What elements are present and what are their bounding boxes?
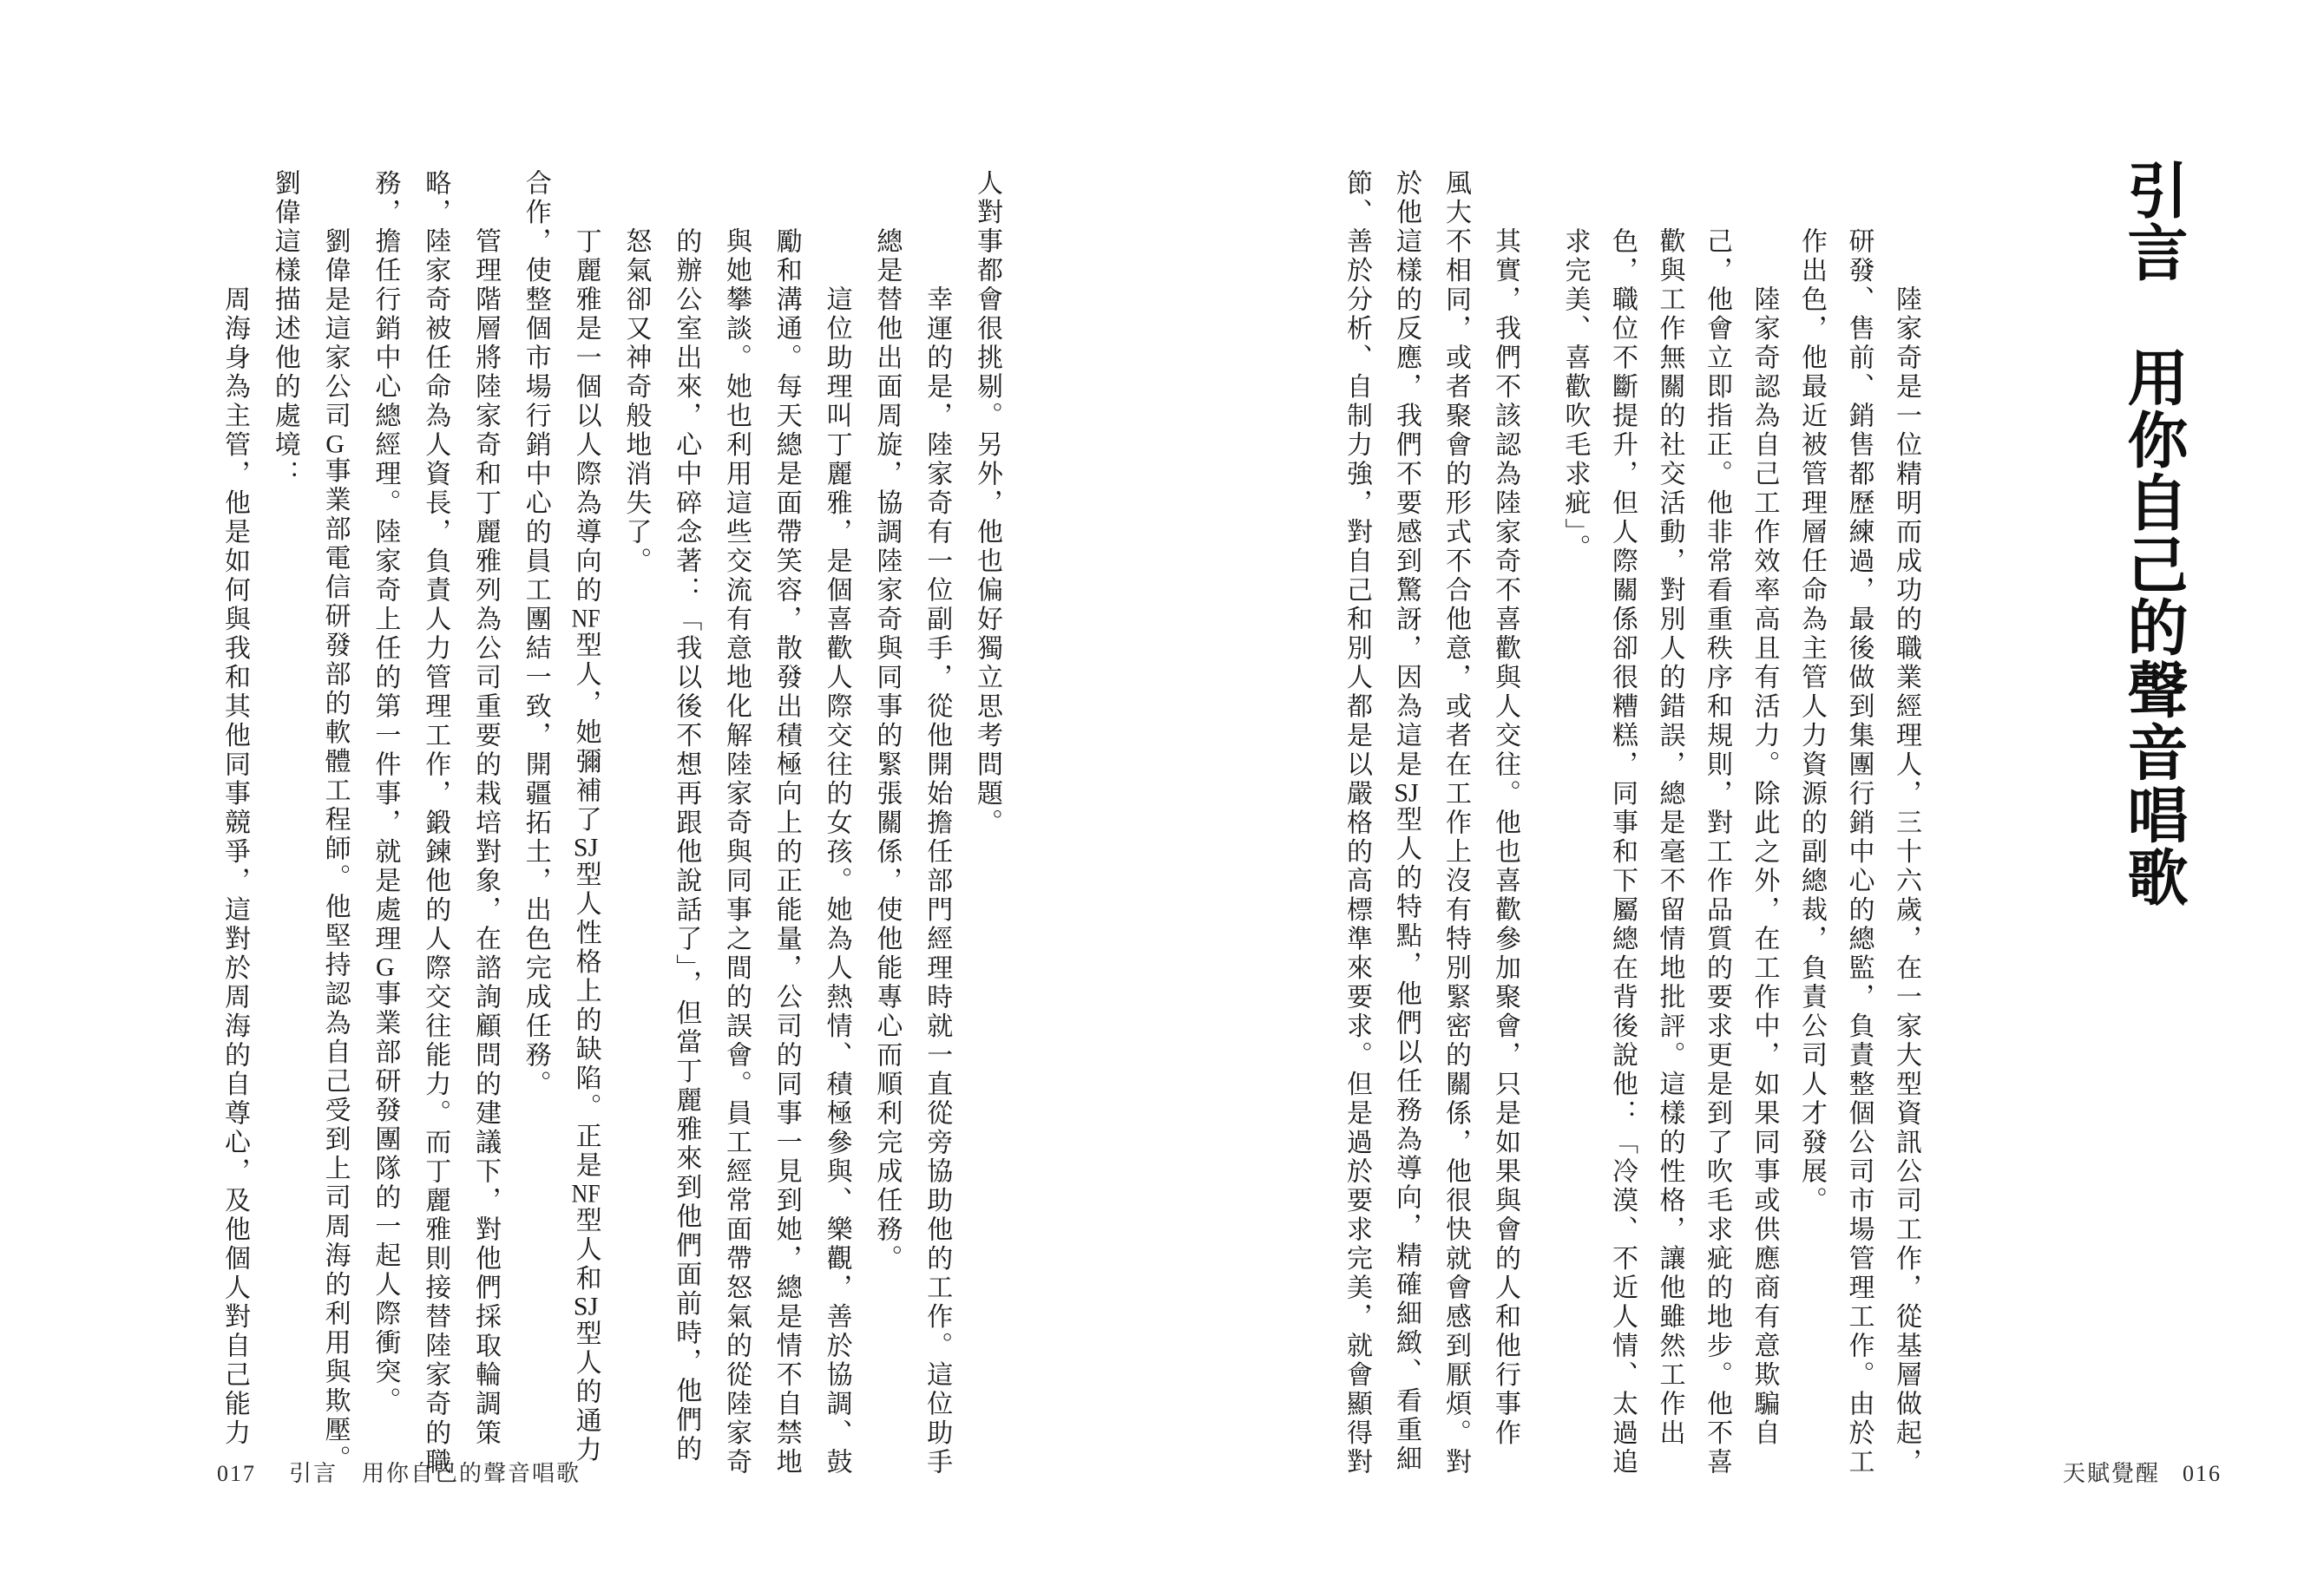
- text-column: 勵和溝通。每天總是面帶笑容，散發出積極向上的正能量，公司的同事一見到她，總是情不自禁地: [771, 227, 801, 1477]
- latin-run: NF: [571, 1180, 601, 1207]
- footer-section-label: 引言: [289, 1461, 338, 1486]
- text-column: 色，職位不斷提升，但人際關係卻很糟糕，同事和下屬總在背後說他：「冷漠、不近人情、太過追: [1608, 227, 1637, 1477]
- text-column: 陸家奇認為自己工作效率高且有活力。除此之外，在工作中，如果同事或供應商有意欺騙自: [1750, 285, 1779, 1448]
- footer-left: [217, 1456, 581, 1488]
- text-column: 其實，我們不該認為陸家奇不喜歡與人交往。他也喜歡參加聚會，只是如果與會的人和他行事作: [1491, 227, 1520, 1448]
- text-column: 務，擔任行銷中心總經理。陸家奇上任的第一件事，就是處理G事業部研發團隊的一起人際衝突。: [371, 169, 400, 1416]
- latin-run: SJ: [1394, 779, 1419, 806]
- text-column: 己，他會立即指正。他非常看重秩序和規則，對工作品質的要求更是到了吹毛求疵的地步。他不喜: [1703, 227, 1731, 1477]
- text-column: 歡與工作無關的社交活動，對別人的錯誤，總是毫不留情地批評。這樣的性格，讓他雖然工作出: [1655, 227, 1684, 1448]
- text-column: 怒氣卻又神奇般地消失了。: [621, 227, 651, 576]
- text-column: 幸運的是，陸家奇有一位副手，從他開始擔任部門經理時就一直從旁協助他的工作。這位助手: [922, 285, 952, 1477]
- page-number-left: 017: [217, 1461, 256, 1486]
- text-column: 研發、售前、銷售都歷練過，最後做到集團行銷中心的總監，負責整個公司市場管理工作。由於工: [1844, 227, 1874, 1477]
- text-column: 周海身為主管，他是如何與我和其他同事競爭，這對於周海的自尊心，及他個人對自己能力: [220, 285, 249, 1448]
- text-column: 劉偉是這家公司G事業部電信研發部的軟體工程師。他堅持認為自己受到上司周海的利用與欺壓。: [320, 227, 350, 1474]
- footer-right: [2063, 1456, 2222, 1488]
- text-column: 人對事都會很挑剔。另外，他也偏好獨立思考問題。: [973, 169, 1001, 838]
- text-column: 於他這樣的反應，我們不要感到驚訝，因為這是SJ型人的特點，他們以任務為導向，精確細緻、看重細: [1392, 169, 1421, 1474]
- latin-run: SJ: [573, 1294, 599, 1320]
- text-column: 求完美、喜歡吹毛求疵」。: [1560, 227, 1590, 563]
- text-column: 這位助理叫丁麗雅，是個喜歡人際交往的女孩。她為人熱情、積極參與、樂觀，善於協調、鼓: [822, 285, 851, 1477]
- text-column: 風大不相同，或者聚會的形式不合他意，或者在工作上沒有特別緊密的關係，他很快就會感到厭煩。對: [1441, 169, 1470, 1477]
- page-number-right: 016: [2183, 1461, 2222, 1486]
- text-column: 的辦公室出來，心中碎念著：「我以後不想再跟他說話了」，但當丁麗雅來到他們面前時，他們的: [672, 227, 701, 1464]
- text-column: 作出色，他最近被管理層任命為主管人力資源的副總裁，負責公司人才發展。: [1797, 227, 1826, 1215]
- text-column: 丁麗雅是一個以人際為導向的NF型人，她彌補了SJ型人性格上的缺陷。正是NF型人和SJ型人的通力: [571, 227, 601, 1465]
- text-column: 陸家奇是一位精明而成功的職業經理人，三十六歲，在一家大型資訊公司工作，從基層做起，: [1892, 285, 1920, 1477]
- text-column: 劉偉這樣描述他的處境：: [270, 169, 299, 489]
- text-column: 略，陸家奇被任命為人資長，負責人力管理工作，鍛鍊他的人際交往能力。而丁麗雅則接替陸家奇的職: [421, 169, 450, 1477]
- text-column: 合作，使整個市場行銷中心的員工團結一致，開疆拓土，出色完成任務。: [521, 169, 550, 1099]
- text-column: 管理階層將陸家奇和丁麗雅列為公司重要的栽培對象，在諮詢顧問的建議下，對他們採取輪調策: [471, 227, 500, 1448]
- latin-run: SJ: [573, 835, 599, 861]
- footer-chapter-title: 用你自己的聲音唱歌: [362, 1461, 581, 1486]
- text-column: 總是替他出面周旋，協調陸家奇與同事的緊張關係，使他能專心而順利完成任務。: [872, 227, 902, 1274]
- chapter-title: 引言 用你自己的聲音唱歌: [2118, 159, 2185, 908]
- footer-book-title: 天賦覺醒: [2062, 1461, 2160, 1486]
- latin-run: NF: [571, 605, 601, 632]
- latin-run: G: [376, 953, 395, 980]
- latin-run: G: [325, 430, 345, 457]
- text-column: 與她攀談。她也利用這些交流有意地化解陸家奇與同事之間的誤會。員工經常面帶怒氣的從陸家奇: [722, 227, 751, 1477]
- text-column: 節、善於分析、自制力強，對自己和別人都是以嚴格的高標準來要求。但是過於要求完美，就會顯得對: [1343, 169, 1371, 1477]
